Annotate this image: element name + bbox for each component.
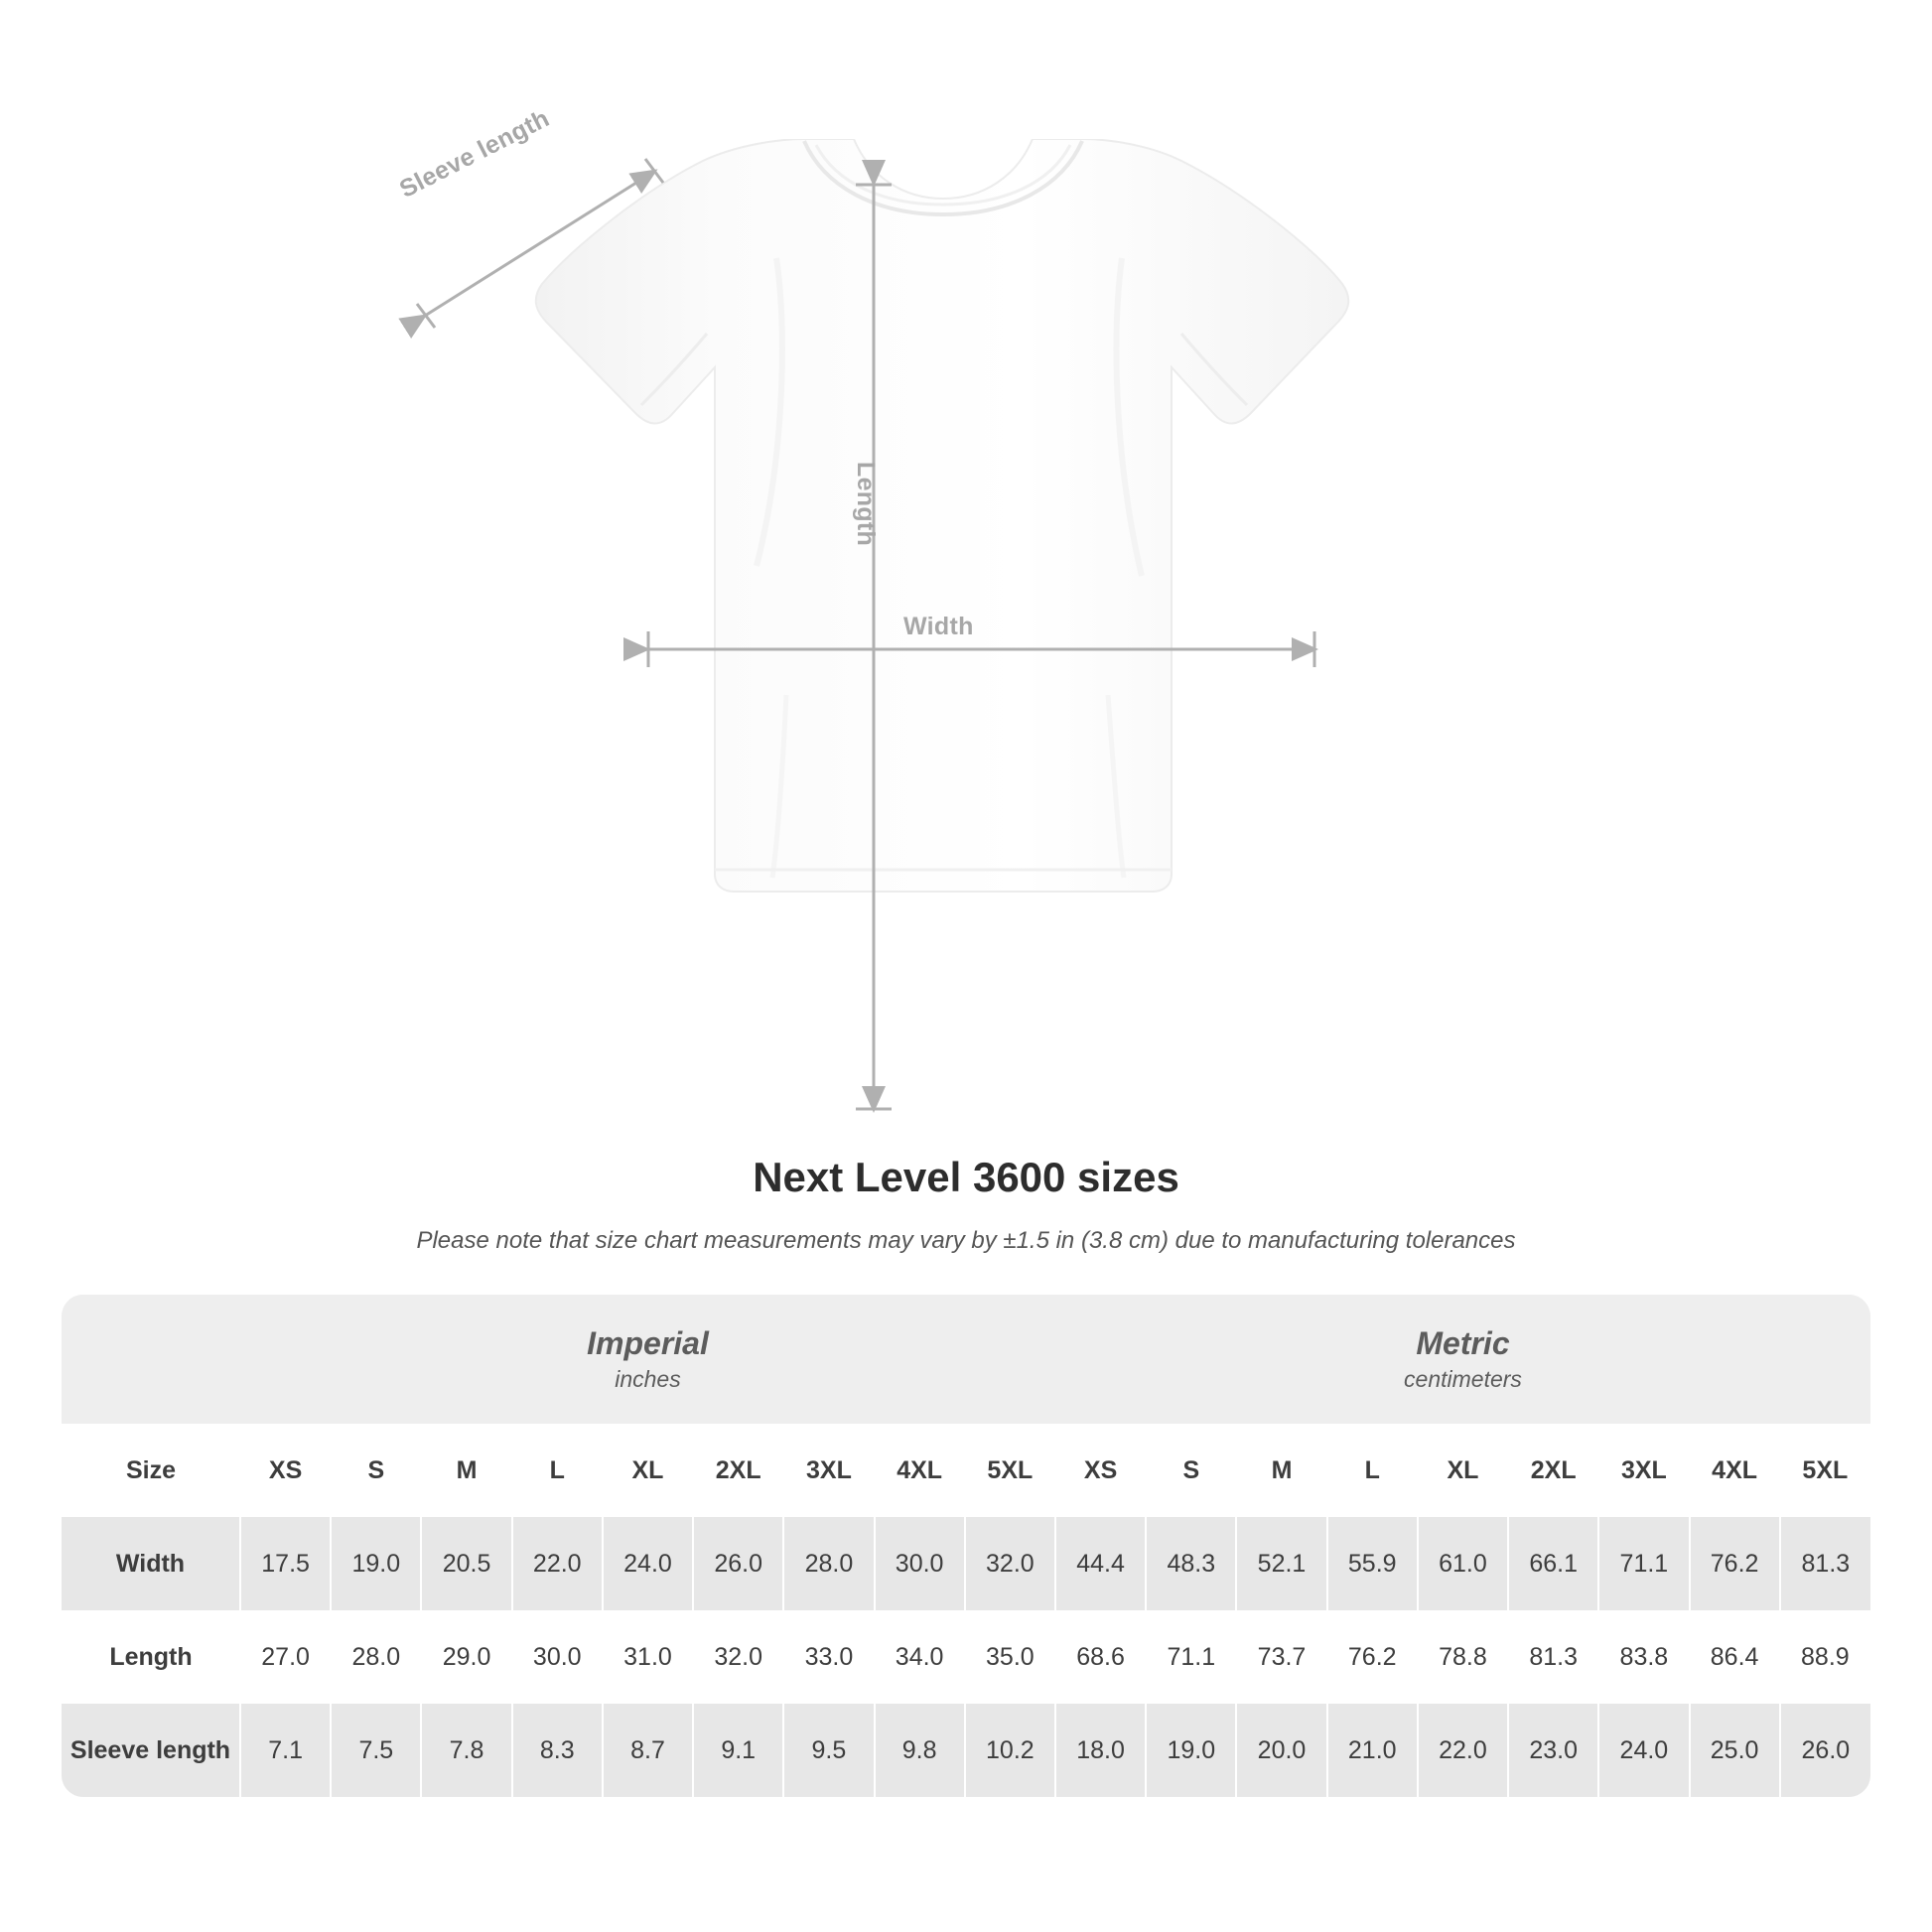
cell-value: 71.1 [1598, 1517, 1689, 1610]
cell-value: 68.6 [1055, 1610, 1146, 1704]
metric-title: Metric [1416, 1324, 1510, 1361]
metric-unit: centimeters [1404, 1365, 1522, 1392]
size-header-label: Size [62, 1424, 240, 1517]
cell-value: 27.0 [240, 1610, 331, 1704]
cell-value: 30.0 [512, 1610, 603, 1704]
cell-value: 19.0 [1146, 1704, 1236, 1797]
size-header-row [62, 1424, 1870, 1517]
size-header-cell: 4XL [1690, 1424, 1780, 1517]
cell-value: 25.0 [1690, 1704, 1780, 1797]
cell-value: 24.0 [603, 1517, 693, 1610]
cell-value: 9.1 [693, 1704, 783, 1797]
size-header-cell: S [1146, 1424, 1236, 1517]
row-label-width: Width [62, 1517, 240, 1610]
cell-value: 8.7 [603, 1704, 693, 1797]
length-label: Length [852, 462, 880, 547]
unit-header-spacer [62, 1295, 240, 1424]
unit-header-row [62, 1295, 1870, 1424]
size-header-cell: M [421, 1424, 511, 1517]
metric-group-header [1055, 1295, 1870, 1424]
cell-value: 22.0 [512, 1517, 603, 1610]
cell-value: 71.1 [1146, 1610, 1236, 1704]
size-header-cell: XS [1055, 1424, 1146, 1517]
size-header-cell: XS [240, 1424, 331, 1517]
table-row [62, 1704, 1870, 1797]
cell-value: 55.9 [1327, 1517, 1418, 1610]
cell-value: 86.4 [1690, 1610, 1780, 1704]
cell-value: 21.0 [1327, 1704, 1418, 1797]
size-table [62, 1295, 1870, 1797]
cell-value: 9.8 [875, 1704, 965, 1797]
cell-value: 20.0 [1236, 1704, 1326, 1797]
size-header-cell: 2XL [693, 1424, 783, 1517]
cell-value: 23.0 [1508, 1704, 1598, 1797]
row-label-length: Length [62, 1610, 240, 1704]
cell-value: 81.3 [1780, 1517, 1870, 1610]
row-label-sleeve-length: Sleeve length [62, 1704, 240, 1797]
cell-value: 19.0 [331, 1517, 421, 1610]
size-header-cell: 5XL [1780, 1424, 1870, 1517]
cell-value: 78.8 [1418, 1610, 1508, 1704]
cell-value: 22.0 [1418, 1704, 1508, 1797]
cell-value: 34.0 [875, 1610, 965, 1704]
cell-value: 44.4 [1055, 1517, 1146, 1610]
cell-value: 32.0 [965, 1517, 1055, 1610]
cell-value: 24.0 [1598, 1704, 1689, 1797]
cell-value: 9.5 [783, 1704, 874, 1797]
size-header-cell: M [1236, 1424, 1326, 1517]
cell-value: 7.8 [421, 1704, 511, 1797]
cell-value: 35.0 [965, 1610, 1055, 1704]
cell-value: 48.3 [1146, 1517, 1236, 1610]
cell-value: 29.0 [421, 1610, 511, 1704]
cell-value: 30.0 [875, 1517, 965, 1610]
cell-value: 32.0 [693, 1610, 783, 1704]
cell-value: 18.0 [1055, 1704, 1146, 1797]
cell-value: 20.5 [421, 1517, 511, 1610]
size-header-cell: 5XL [965, 1424, 1055, 1517]
table-row [62, 1610, 1870, 1704]
table-row [62, 1517, 1870, 1610]
cell-value: 61.0 [1418, 1517, 1508, 1610]
cell-value: 28.0 [783, 1517, 874, 1610]
size-header-cell: S [331, 1424, 421, 1517]
cell-value: 8.3 [512, 1704, 603, 1797]
cell-value: 26.0 [693, 1517, 783, 1610]
cell-value: 76.2 [1327, 1610, 1418, 1704]
size-header-cell: L [1327, 1424, 1418, 1517]
sleeve-length-label: Sleeve length [395, 104, 554, 204]
size-header-cell: L [512, 1424, 603, 1517]
size-header-cell: XL [603, 1424, 693, 1517]
imperial-group-header [240, 1295, 1055, 1424]
cell-value: 26.0 [1780, 1704, 1870, 1797]
cell-value: 7.1 [240, 1704, 331, 1797]
width-label: Width [903, 613, 974, 640]
cell-value: 66.1 [1508, 1517, 1598, 1610]
cell-value: 7.5 [331, 1704, 421, 1797]
size-header-cell: 2XL [1508, 1424, 1598, 1517]
cell-value: 31.0 [603, 1610, 693, 1704]
cell-value: 17.5 [240, 1517, 331, 1610]
cell-value: 81.3 [1508, 1610, 1598, 1704]
cell-value: 10.2 [965, 1704, 1055, 1797]
cell-value: 73.7 [1236, 1610, 1326, 1704]
page-title: Next Level 3600 sizes [753, 1154, 1179, 1200]
imperial-unit: inches [615, 1365, 681, 1392]
size-header-cell: 3XL [783, 1424, 874, 1517]
cell-value: 52.1 [1236, 1517, 1326, 1610]
cell-value: 28.0 [331, 1610, 421, 1704]
size-table-wrapper [62, 1295, 1870, 1797]
cell-value: 83.8 [1598, 1610, 1689, 1704]
cell-value: 33.0 [783, 1610, 874, 1704]
tolerance-note: Please note that size chart measurements may vary by ±1.5 in (3.8 cm) due to manufacturing tolerances [416, 1227, 1516, 1254]
size-header-cell: 3XL [1598, 1424, 1689, 1517]
size-header-cell: XL [1418, 1424, 1508, 1517]
size-header-cell: 4XL [875, 1424, 965, 1517]
cell-value: 88.9 [1780, 1610, 1870, 1704]
cell-value: 76.2 [1690, 1517, 1780, 1610]
imperial-title: Imperial [587, 1324, 709, 1361]
